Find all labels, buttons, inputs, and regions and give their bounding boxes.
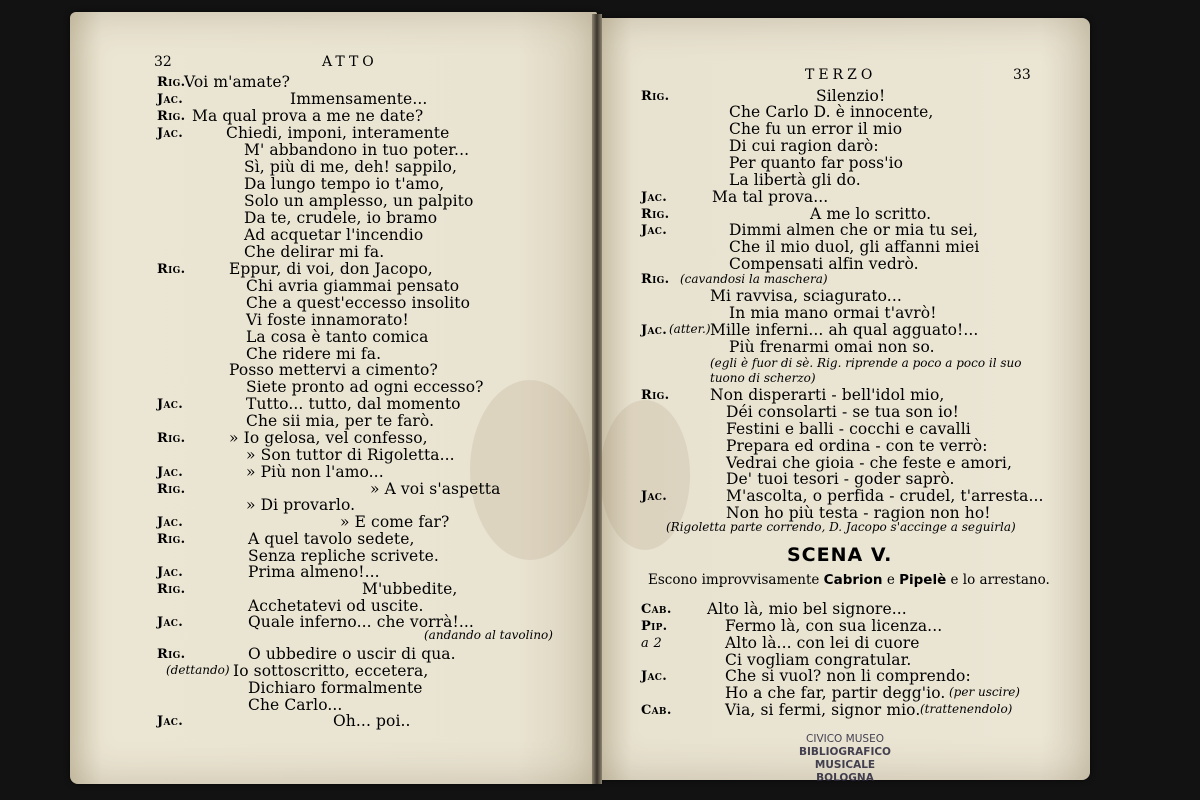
verse-line: Di cui ragion darò:: [729, 137, 879, 155]
verse-line: Vi foste innamorato!: [246, 311, 409, 329]
verse-line: A me lo scritto.: [810, 205, 932, 223]
speaker-label: Cab.: [641, 703, 672, 718]
stage-direction: (andando al tavolino): [424, 628, 553, 642]
stage-direction: (egli è fuor di sè. Rig. riprende a poco a poco il suo: [710, 356, 1022, 370]
verse-line: Io sottoscritto, eccetera,: [233, 662, 429, 680]
stage-direction: (per uscire): [949, 685, 1020, 699]
speaker-label: Rig.: [157, 482, 186, 497]
verse-line: Silenzio!: [816, 87, 886, 105]
verse-line: Che si vuol? non li comprendo:: [725, 667, 971, 685]
verse-line: Che Carlo D. è innocente,: [729, 103, 934, 121]
stamp-line: BOLOGNA: [816, 772, 874, 784]
verse-line: Per quanto far poss'io: [729, 154, 904, 172]
verse-line: Che fu un error il mio: [729, 120, 903, 138]
verse-line: Dichiaro formalmente: [248, 679, 423, 697]
verse-line: Da lungo tempo io t'amo,: [244, 175, 445, 193]
speaker-label: Jac.: [641, 223, 668, 238]
speaker-label: Rig.: [641, 207, 670, 222]
stage-direction: (Rigoletta parte correndo, D. Jacopo s'accinge a seguirla): [666, 520, 1016, 534]
verse-line: O ubbedire o uscir di qua.: [248, 645, 456, 663]
verse-line: Fermo là, con sua licenza...: [725, 617, 943, 635]
verse-line: Alto là, mio bel signore...: [707, 600, 907, 618]
verse-line: M'ascolta, o perfida - crudel, t'arresta...: [726, 487, 1044, 505]
entry-name-cabrion: Cabrion: [823, 572, 883, 588]
verse-line: Ma tal prova...: [712, 188, 829, 206]
speaker-label: Jac.: [157, 565, 184, 580]
verse-line: Dimmi almen che or mia tu sei,: [729, 221, 979, 239]
left-page-number: 32: [154, 54, 172, 70]
speaker-label: Jac.: [157, 397, 184, 412]
verse-line: Posso mettervi a cimento?: [229, 361, 438, 379]
verse-line: Vedrai che gioia - che feste e amori,: [726, 454, 1012, 472]
speaker-label: Jac.: [157, 92, 184, 107]
speaker-label: a 2: [641, 636, 663, 651]
verse-line: » Più non l'amo...: [246, 463, 384, 481]
verse-line: » Son tuttor di Rigoletta...: [246, 446, 455, 464]
verse-line: Che il mio duol, gli affanni miei: [729, 238, 980, 256]
verse-line: Che sii mia, per te farò.: [246, 412, 435, 430]
verse-line: Quale inferno... che vorrà!...: [248, 613, 474, 631]
speaker-label: Rig.: [641, 89, 670, 104]
speaker-label: Rig.: [157, 109, 186, 124]
verse-line: Compensati alfin vedrò.: [729, 255, 919, 273]
speaker-label: Rig.: [157, 75, 186, 90]
book-gutter: [592, 14, 602, 784]
speaker-label: Jac.: [157, 615, 184, 630]
speaker-label: Rig.: [157, 647, 186, 662]
verse-line: Prima almeno!...: [248, 563, 380, 581]
verse-line: La libertà gli do.: [729, 171, 861, 189]
speaker-label: Rig.: [641, 388, 670, 403]
verse-line: Che a quest'eccesso insolito: [246, 294, 471, 312]
stage-direction: (trattenendolo): [920, 702, 1013, 716]
right-page-number: 33: [1013, 67, 1031, 83]
verse-line: » Di provarlo.: [246, 496, 356, 514]
stage-direction: (cavandosi la maschera): [680, 272, 828, 286]
speaker-label: Pip.: [641, 619, 668, 634]
verse-line: Tutto... tutto, dal momento: [246, 395, 461, 413]
verse-line: Voi m'amate?: [184, 73, 291, 91]
verse-line: Eppur, di voi, don Jacopo,: [229, 260, 433, 278]
stage-direction: (dettando): [166, 663, 230, 677]
verse-line: Prepara ed ordina - con te verrò:: [726, 437, 988, 455]
verse-line: Siete pronto ad ogni eccesso?: [246, 378, 484, 396]
entry-text-pre: Escono improvvisamente: [648, 572, 824, 588]
verse-line: Ma qual prova a me ne date?: [192, 107, 424, 125]
stage-direction: (atter.): [669, 322, 711, 336]
stamp-line: CIVICO MUSEO: [806, 733, 884, 745]
speaker-label: Rig.: [641, 272, 670, 287]
verse-line: Da te, crudele, io bramo: [244, 209, 438, 227]
speaker-label: Jac.: [641, 489, 668, 504]
speaker-label: Jac.: [157, 126, 184, 141]
verse-line: Festini e balli - cocchi e cavalli: [726, 420, 971, 438]
verse-line: Oh... poi..: [333, 712, 411, 730]
verse-line: Non disperarti - bell'idol mio,: [710, 386, 945, 404]
verse-line: Mi ravvisa, sciagurato...: [710, 287, 902, 305]
verse-line: Alto là... con lei di cuore: [725, 634, 920, 652]
verse-line: Chi avria giammai pensato: [246, 277, 460, 295]
speaker-label: Jac.: [641, 323, 668, 338]
scene-title: SCENA V.: [787, 544, 893, 566]
speaker-label: Jac.: [157, 714, 184, 729]
speaker-label: Jac.: [157, 515, 184, 530]
verse-line: Più frenarmi omai non so.: [729, 338, 935, 356]
verse-line: Che delirar mi fa.: [244, 243, 385, 261]
verse-line: Non ho più testa - ragion non ho!: [726, 504, 991, 522]
verse-line: Déi consolarti - se tua son io!: [726, 403, 959, 421]
verse-line: Solo un amplesso, un palpito: [244, 192, 474, 210]
verse-line: A quel tavolo sedete,: [248, 530, 415, 548]
paper-stain: [470, 380, 590, 560]
verse-line: De' tuoi tesori - goder saprò.: [726, 470, 955, 488]
speaker-label: Jac.: [641, 190, 668, 205]
scene-entry-direction: [648, 572, 1050, 588]
stage-direction: tuono di scherzo): [710, 371, 816, 385]
entry-text-post: e lo arrestano.: [946, 572, 1050, 588]
speaker-label: Rig.: [157, 532, 186, 547]
stamp-line: BIBLIOGRAFICO MUSICALE: [799, 746, 891, 771]
speaker-label: Jac.: [157, 465, 184, 480]
verse-line: Che Carlo...: [248, 696, 343, 714]
verse-line: Acchetatevi od uscite.: [248, 597, 424, 615]
speaker-label: Rig.: [157, 582, 186, 597]
right-running-header: TERZO: [805, 67, 877, 83]
verse-line: M' abbandono in tuo poter...: [244, 141, 470, 159]
verse-line: Senza repliche scrivete.: [248, 547, 439, 565]
verse-line: Immensamente...: [290, 90, 428, 108]
verse-line: Chiedi, imponi, interamente: [226, 124, 450, 142]
left-running-header: ATTO: [322, 54, 378, 70]
verse-line: Ho a che far, partir degg'io.: [725, 684, 946, 702]
speaker-label: Jac.: [641, 669, 668, 684]
verse-line: Ad acquetar l'incendio: [244, 226, 424, 244]
verse-line: Mille inferni... ah qual agguato!...: [710, 321, 979, 339]
verse-line: Sì, più di me, deh! sappilo,: [244, 158, 457, 176]
verse-line: » E come far?: [340, 513, 450, 531]
entry-text-mid: e: [882, 572, 900, 588]
speaker-label: Cab.: [641, 602, 672, 617]
verse-line: M'ubbedite,: [362, 580, 458, 598]
speaker-label: Rig.: [157, 431, 186, 446]
verse-line: In mia mano ormai t'avrò!: [729, 304, 937, 322]
verse-line: La cosa è tanto comica: [246, 328, 429, 346]
verse-line: » Io gelosa, vel confesso,: [229, 429, 428, 447]
entry-name-pipele: Pipelè: [899, 572, 947, 588]
verse-line: Via, si fermi, signor mio.: [725, 701, 921, 719]
speaker-label: Rig.: [157, 262, 186, 277]
verse-line: Ci vogliam congratular.: [725, 651, 912, 669]
verse-line: » A voi s'aspetta: [370, 480, 501, 498]
library-stamp: [775, 733, 915, 785]
verse-line: Che ridere mi fa.: [246, 345, 382, 363]
